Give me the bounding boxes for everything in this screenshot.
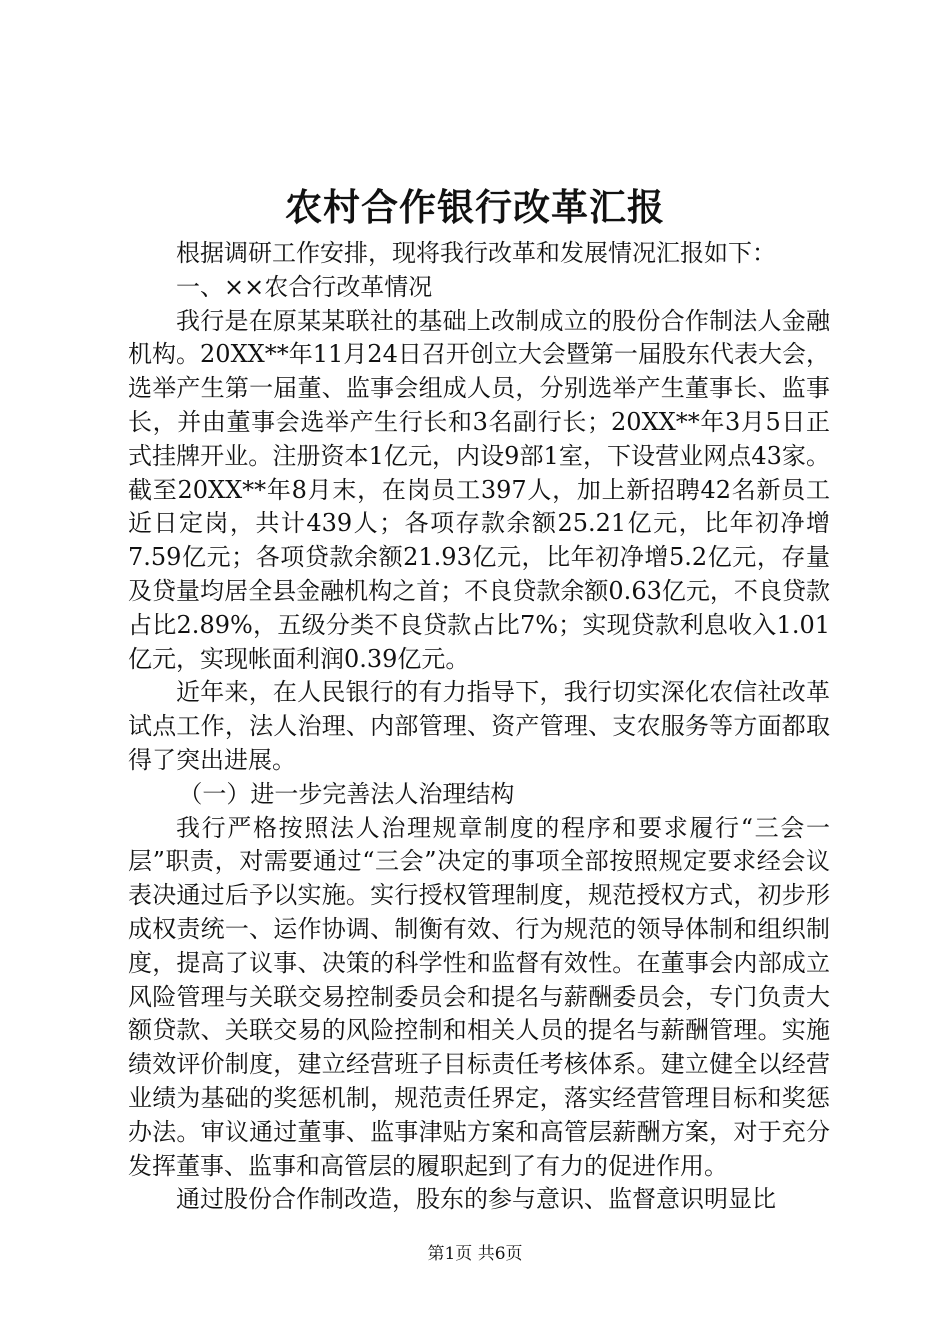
body-paragraph: 通过股份合作制改造，股东的参与意识、监督意识明显比 xyxy=(176,1185,776,1214)
body-paragraph: 近年来，在人民银行的有力指导下，我行切实深化农信社改革试点工作，法人治理、内部管理、资产管理、支农服务等方面都取得了突出进展。 xyxy=(128,678,830,774)
body-paragraph: 我行严格按照法人治理规章制度的程序和要求履行“三会一层”职责，对需要通过“三会”决定的事项全部按照规定要求经会议表决通过后予以实施。实行授权管理制度，规范授权方式，初步形成权责统一、运作协调、制衡有效、行为规范的领导体制和组织制度，提高了议事、决策的科学性和监督有效性。在董事会内部成立风险管理与关联交易控制委员会和提名与薪酬委员会，专门负责大额贷款、关联交易的风险控制和相关人员的提名与薪酬管理。实施绩效评价制度，建立经营班子目标责任考核体系。建立健全以经营业绩为基础的奖惩机制，规范责任界定，落实经营管理目标和奖惩办法。审议通过董事、监事津贴方案和高管层薪酬方案，对于充分发挥董事、监事和高管层的履职起到了有力的促进作用。 xyxy=(128,813,830,1180)
document-title: 农村合作银行改革汇报 xyxy=(285,185,665,229)
page-footer: 第1页 共6页 xyxy=(427,1244,523,1264)
section-heading: 一、××农合行改革情况 xyxy=(176,272,433,301)
document-body xyxy=(128,237,830,1217)
subsection-heading: （一）进一步完善法人治理结构 xyxy=(178,779,515,808)
body-paragraph: 我行是在原某某联社的基础上改制成立的股份合作制法人金融机构。20XX**年11月24日召开创立大会暨第一届股东代表大会，选举产生第一届董、监事会组成人员，分别选举产生董事长、监事长，并由董事会选举产生行长和3名副行长；20XX**年3月5日正式挂牌开业。注册资本1亿元，内设9部1室，下设营业网点43家。截至20XX**年8月末，在岗员工397人，加上新招聘42名新员工近日定岗，共计439人；各项存款余额25.21亿元，比年初净增7.59亿元；各项贷款余额21.93亿元，比年初净增5.2亿元，存量及贷量均居全县金融机构之首；不良贷款余额0.63亿元，不良贷款占比2.89%，五级分类不良贷款占比7%；实现贷款利息收入1.01亿元，实现帐面利润0.39亿元。 xyxy=(128,306,830,673)
intro-paragraph: 根据调研工作安排，现将我行改革和发展情况汇报如下： xyxy=(176,239,776,267)
